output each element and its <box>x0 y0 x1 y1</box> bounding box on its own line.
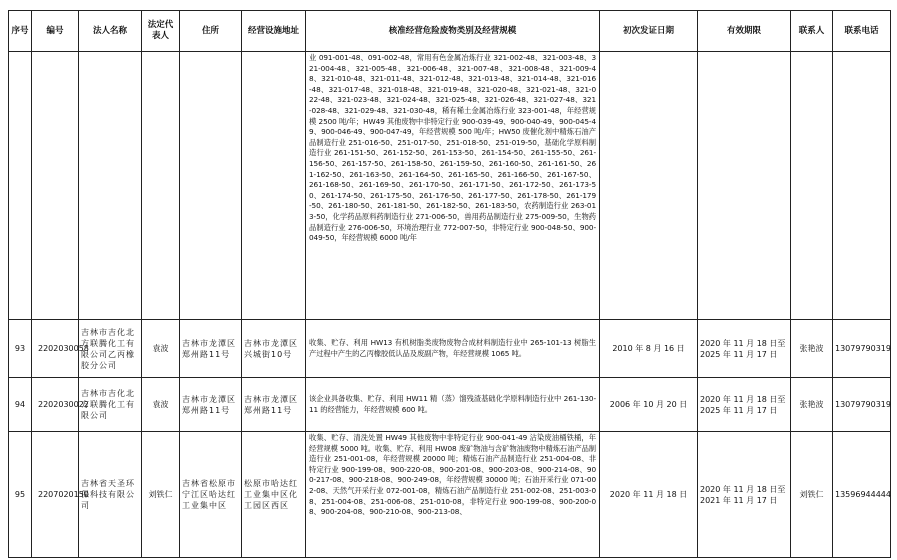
cell-rep <box>142 52 180 320</box>
cell-code: 2202030058 <box>32 320 79 378</box>
table-row <box>9 378 891 432</box>
cell-facility-address: 松原市哈达红工业集中区化工园区西区 <box>242 432 306 558</box>
header-code: 编号 <box>32 11 79 52</box>
cell-contact <box>791 52 833 320</box>
cell-phone <box>833 52 891 320</box>
cell-residence <box>180 52 242 320</box>
table-row <box>9 432 891 558</box>
cell-first-date: 2006 年 10 月 20 日 <box>600 378 698 432</box>
cell-contact: 刘铁仁 <box>791 432 833 558</box>
cell-first-date <box>600 52 698 320</box>
cell-legal-name <box>79 52 142 320</box>
cell-scope: 收集、贮存、清洗处置 HW49 其他废物中非特定行业 900-041-49 沾染废油桶铁桶，年经营规模 5000 吨。收集、贮存、利用 HW08 废矿物油与含矿物油废物中精炼石油产品制造行业 251-001-08，年经营规模 20000 吨；精炼石油产品制造行业 251-004-08、非特定行业 900-199-08、900-220-08、900-201-08、900-203-08、900-214-08、900-217-08、900-218-08、900-249-08，年经营规模 30000 吨；石油开采行业 071-002-08、天然气开采行业 072-001-08，精炼石油产品制造行业 251-002-08、251-003-08、251-004-08、251-006-08、251-010-08，非特定行业 900-199-08、900-200-08、900-204-08、900-210-08、900-213-08、 <box>306 432 600 558</box>
cell-facility-address <box>242 52 306 320</box>
cell-residence: 吉林市龙潭区郑州路11号 <box>180 378 242 432</box>
header-validity: 有效期限 <box>698 11 791 52</box>
cell-facility-address: 吉林市龙潭区兴城街10号 <box>242 320 306 378</box>
header-first-date: 初次发证日期 <box>600 11 698 52</box>
header-legal-name: 法人名称 <box>79 11 142 52</box>
cell-seq: 95 <box>9 432 32 558</box>
validity-end: 2025 年 11 月 17 日 <box>700 349 778 359</box>
cell-seq: 94 <box>9 378 32 432</box>
cell-validity <box>698 52 791 320</box>
cell-scope: 该企业具备收集、贮存、利用 HW11 精（蒸）馏残渣基础化学原料制造行业中 261-130-11 的经营能力，年经营规模 600 吨。 <box>306 378 600 432</box>
header-row <box>9 11 891 52</box>
cell-contact: 张艳波 <box>791 320 833 378</box>
permit-table-sheet <box>8 10 890 558</box>
cell-rep: 刘铁仁 <box>142 432 180 558</box>
header-seq: 序号 <box>9 11 32 52</box>
cell-phone: 13079790319 <box>833 320 891 378</box>
cell-validity <box>698 432 791 558</box>
table-row <box>9 52 891 320</box>
cell-validity <box>698 378 791 432</box>
cell-seq <box>9 52 32 320</box>
cell-phone: 13079790319 <box>833 378 891 432</box>
cell-contact: 张艳波 <box>791 378 833 432</box>
validity-end: 2021 年 11 月 17 日 <box>700 495 778 505</box>
cell-legal-name: 吉林省天圣环保科技有限公司 <box>79 432 142 558</box>
cell-code <box>32 52 79 320</box>
cell-first-date: 2010 年 8 月 16 日 <box>600 320 698 378</box>
cell-code: 2202030022 <box>32 378 79 432</box>
cell-residence: 吉林省松原市宁江区哈达红工业集中区 <box>180 432 242 558</box>
validity-start: 2020 年 11 月 18 日至 <box>700 394 786 404</box>
cell-first-date: 2020 年 11 月 18 日 <box>600 432 698 558</box>
cell-rep: 袁波 <box>142 320 180 378</box>
cell-legal-name: 吉林市吉化北方联腾化工有限公司 <box>79 378 142 432</box>
cell-code: 2207020150 <box>32 432 79 558</box>
cell-facility-address: 吉林市龙潭区郑州路11号 <box>242 378 306 432</box>
validity-start: 2020 年 11 月 18 日至 <box>700 484 786 494</box>
header-facility-address: 经营设施地址 <box>242 11 306 52</box>
cell-legal-name: 吉林市吉化北方联腾化工有限公司乙丙橡胶分公司 <box>79 320 142 378</box>
cell-phone: 13596944444 <box>833 432 891 558</box>
cell-seq: 93 <box>9 320 32 378</box>
cell-scope: 业 091-001-48、091-002-48，常用有色金属冶炼行业 321-002-48、321-003-48、321-004-48、321-005-48、321-006-48、321-007-48、321-008-48、321-009-48、321-010-48、321-011-48、321-012-48、321-013-48、321-014-48、321-016-48、321-017-48、321-018-48、321-019-48、321-020-48、321-021-48、321-022-48、321-023-48、321-024-48、321-025-48、321-026-48、321-027-48、321-028-48、321-029-48、321-030-48，稀有稀土金属冶炼行业 323-001-48，年经营规模 2500 吨/年；HW49 其他废物中非特定行业 900-039-49、900-040-49、900-045-49、900-046-49、900-047-49，年经营规模 500 吨/年；HW50 废催化剂中精炼石油产品制造行业 251-016-50、251-017-50、251-018-50、251-019-50，基础化学原料制造行业 261-151-50、261-152-50、261-153-50、261-154-50、261-155-50、261-156-50、261-157-50、261-158-50、261-159-50、261-160-50、261-161-50、261-162-50、261-163-50、261-164-50、261-165-50、261-166-50、261-167-50、261-168-50、261-169-50、261-170-50、261-171-50、261-172-50、261-173-50、261-174-50、261-175-50、261-176-50、261-177-50、261-178-50、261-179-50、261-180-50、261-181-50、261-182-50、261-183-50，农药制造行业 263-013-50，化学药品原料药制造行业 271-006-50，兽用药品制造行业 275-009-50，生物药品制造行业 276-006-50，环境治理行业 772-007-50，非特定行业 900-048-50、900-049-50，年经营规模 6000 吨/年 <box>306 52 600 320</box>
cell-residence: 吉林市龙潭区郑州路11号 <box>180 320 242 378</box>
header-phone: 联系电话 <box>833 11 891 52</box>
validity-end: 2025 年 11 月 17 日 <box>700 405 778 415</box>
header-rep: 法定代表人 <box>142 11 180 52</box>
hazardous-waste-permit-table <box>8 10 891 558</box>
validity-start: 2020 年 11 月 18 日至 <box>700 338 786 348</box>
header-contact: 联系人 <box>791 11 833 52</box>
table-row <box>9 320 891 378</box>
cell-rep: 袁波 <box>142 378 180 432</box>
cell-validity <box>698 320 791 378</box>
cell-scope: 收集、贮存、利用 HW13 有机树脂类废物废物合成材料制造行业中 265-101-13 树脂生产过程中产生的乙丙橡胶低认品及废副产物，年经营规模 1065 吨。 <box>306 320 600 378</box>
header-scope: 核准经营危险废物类别及经营规模 <box>306 11 600 52</box>
header-residence: 住所 <box>180 11 242 52</box>
